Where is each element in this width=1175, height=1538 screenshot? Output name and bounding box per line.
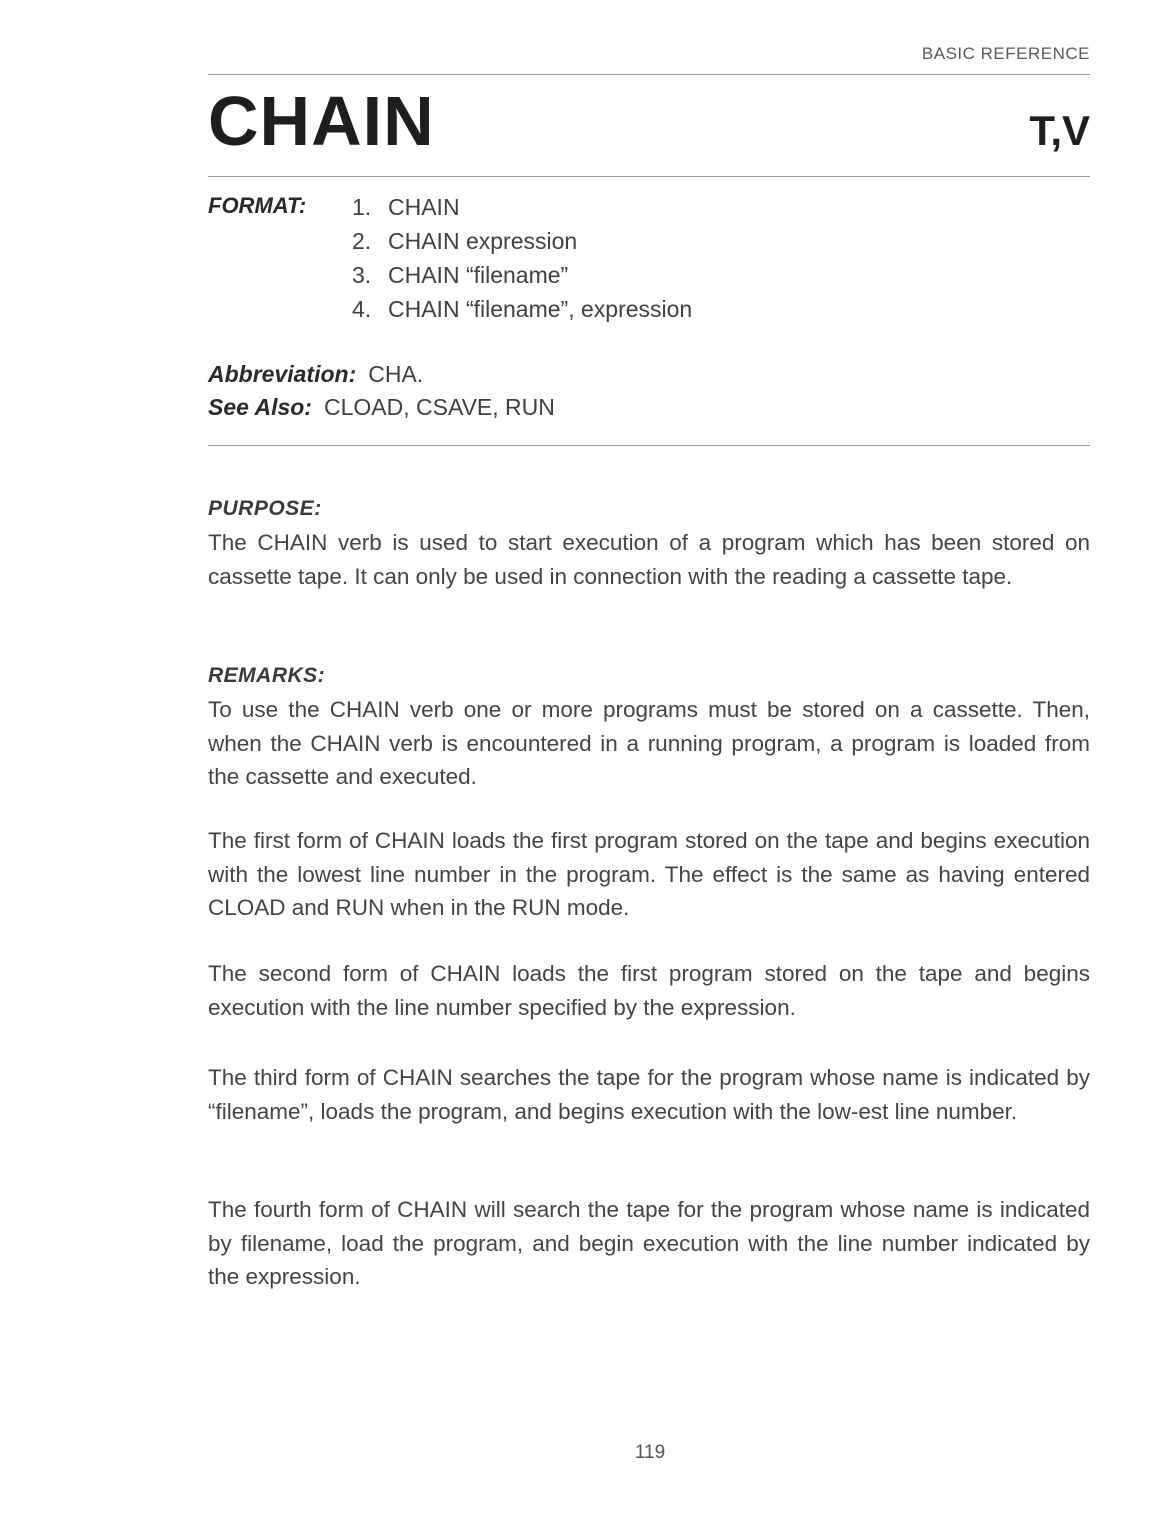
see-also-value: CLOAD, CSAVE, RUN — [323, 394, 555, 420]
format-item — [352, 190, 692, 224]
title-rule — [208, 176, 1090, 177]
section-rule — [208, 445, 1090, 446]
see-also-row — [208, 394, 555, 421]
format-item-number: 1. — [352, 194, 372, 220]
abbreviation-row — [208, 361, 423, 388]
format-item — [352, 258, 692, 292]
running-head: BASIC REFERENCE — [921, 44, 1090, 63]
abbreviation-value: CHA. — [368, 361, 424, 387]
purpose-heading: PURPOSE: — [208, 497, 322, 520]
format-item-number: 3. — [352, 262, 372, 288]
format-item — [352, 224, 692, 258]
format-list — [352, 190, 692, 326]
mode-indicator: T,V — [1029, 107, 1090, 154]
remarks-paragraph: The fourth form of CHAIN will search the tape for the program whose name is indicated by filename, load the program, and begin execution with the line number indicated by the expression. — [208, 1197, 1090, 1289]
page-title: CHAIN — [208, 82, 435, 160]
page-number: 119 — [634, 1442, 666, 1463]
format-item-text: CHAIN — [388, 194, 460, 220]
abbreviation-label: Abbreviation: — [208, 361, 357, 387]
format-label: FORMAT: — [208, 193, 307, 218]
top-rule — [208, 74, 1090, 75]
format-item-number: 2. — [352, 228, 372, 254]
format-item — [352, 292, 692, 326]
format-item-text: CHAIN expression — [388, 228, 578, 254]
format-item-text: CHAIN “filename” — [388, 262, 569, 288]
remarks-paragraph: The second form of CHAIN loads the first program stored on the tape and begins execution with the line number specified by the expression. — [208, 961, 1090, 1020]
format-item-text: CHAIN “filename”, expression — [388, 296, 693, 322]
remarks-paragraph: The third form of CHAIN searches the tape for the program whose name is indicated by “filename”, loads the program, and begins execution with the low-est line number. — [208, 1065, 1090, 1124]
remarks-heading: REMARKS: — [208, 664, 326, 687]
remarks-paragraph: The first form of CHAIN loads the first program stored on the tape and begins execution with the lowest line number in the program. The effect is the same as having entered CLOAD and RUN when in the RUN mode. — [208, 828, 1090, 920]
purpose-paragraph: The CHAIN verb is used to start execution of a program which has been stored on cassette tape. It can only be used in connection with the reading a cassette tape. — [208, 530, 1090, 589]
format-item-number: 4. — [352, 296, 372, 322]
see-also-label: See Also: — [208, 394, 312, 420]
remarks-paragraph: To use the CHAIN verb one or more programs must be stored on a cassette. Then, when the CHAIN verb is encountered in a running program, a program is loaded from the cassette and executed. — [208, 697, 1090, 789]
